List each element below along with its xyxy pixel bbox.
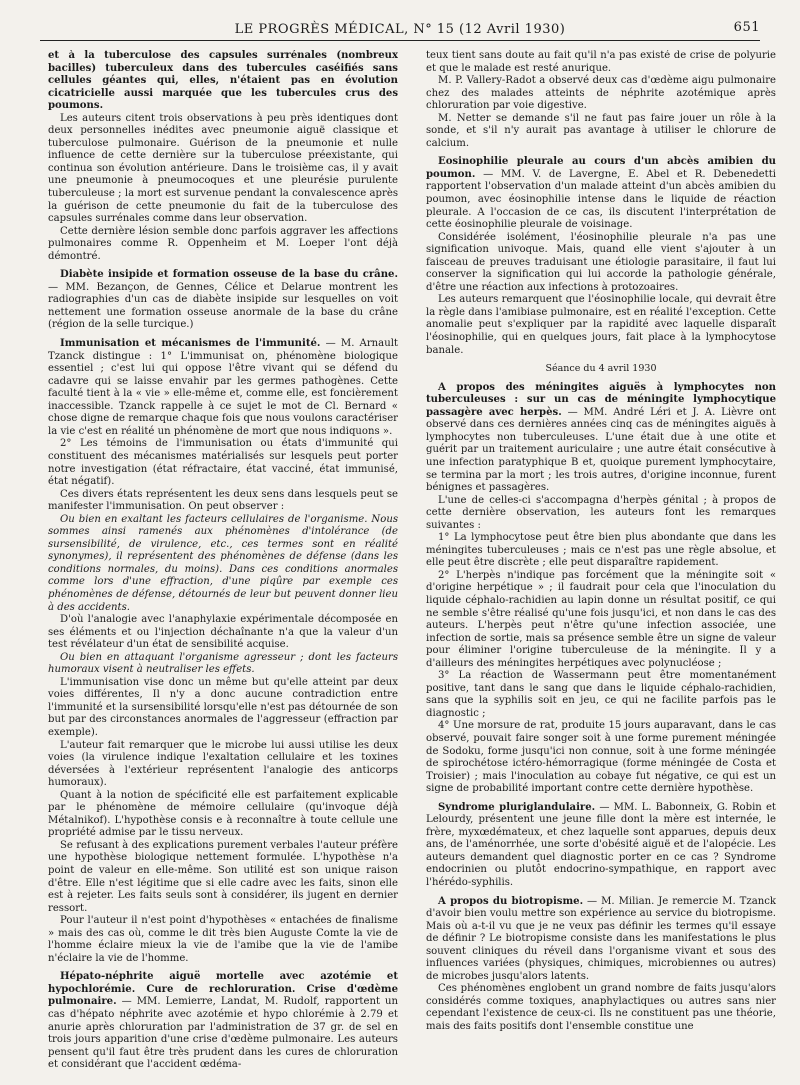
paragraph: Ces phénomènes englobent un grand nombre de faits jusqu'alors considérés comme toxiques, anaphylactiques ou autres sans nier cependant l'existence de ceux-ci. Ils ne constituent pas une théorie, mais des faits positifs dont l'ensemble constitue une — [426, 983, 776, 1033]
paragraph: Les auteurs citent trois observations à peu près identiques dont deux personnelles inédites avec pneumonie aiguë classique et tuberculose pulmonaire. Guérison de la pneumonie et nulle influence de cette dernière sur la tuberculose préexistante, qui continua son évolution antérieure. Dans le troisième cas, il y avait une pneumonie à pneumocoques et une pleurésie purulente tuberculeuse ; la mort est survenue pendant la convalescence après la guérison de cette pneumonie du fait de la tuberculose des capsules surrénales comme dans leur observation. — [48, 112, 398, 225]
paragraph: Quant à la notion de spécificité elle est parfaitement explicable par le phénomène de mémoire cellulaire (qu'invoque déjà Métalnikof). L'hypothèse consis e à reconnaître à toute cellule une propriété admise par le tissu nerveux. — [48, 789, 398, 839]
session-heading: Séance du 4 avril 1930 — [545, 363, 657, 375]
paragraph: Ces divers états représentent les deux sens dans lesquels peut se manifester l'immunisation. On peut observer : — [48, 488, 398, 513]
section-text: — MM. Lemierre, Landat, M. Rudolf, rapportent un cas d'hépato néphrite avec azotémie et hypo chlorémie à 2.79 et anurie après chloruration par l'administration de 37 gr. de sel en trois jours apparition d'une crise d'œdème pulmonaire. Les auteurs pensent qu'il faut être très prudent dans les cures de chloruration et considérant que l'accident œdéma- — [48, 996, 398, 1070]
paragraph: L'auteur fait remarquer que le microbe lui aussi utilise les deux voies (la virulence indique l'exaltation cellulaire et les toxines déversées à l'extérieur représentent l'analogie des anticorps humoraux). — [48, 739, 398, 789]
left-column — [48, 50, 398, 1070]
section-biotropisme — [426, 896, 776, 984]
section-title: Hépato-néphrite aiguë mortelle avec azotémie et hypochlorémie. Cure de rechloruration. Crise d'œdème pulmonaire. — [48, 971, 398, 1008]
paragraph: M. P. Vallery-Radot a observé deux cas d'œdème aigu pulmonaire chez des malades atteints de néphrite azotémique après chloruration par voie digestive. — [426, 75, 776, 112]
section-eosinophilie — [426, 156, 776, 231]
page-number: 651 — [733, 20, 760, 35]
paragraph: 2° Les témoins de l'immunisation ou états d'immunité qui constituent des mécanismes matérialisés sur lesquels peut porter notre investigation (état réfractaire, état vacciné, état immunisé, état négatif). — [48, 438, 398, 488]
paragraph: Pour l'auteur il n'est point d'hypothèses « entachées de finalisme » mais des cas où, comme le dit très bien Auguste Comte la vie de l'homme éclaire mieux la vie de l'amibe que la vie de l'amibe n'éclaire la vie de l'homme. — [48, 915, 398, 964]
section-title: A propos des méningites aiguës à lymphocytes non tuberculeuses : sur un cas de méningite lymphocytique passagère avec herpès. — [426, 381, 776, 418]
section-title: Eosinophilie pleurale au cours d'un abcès amibien du poumon. — [426, 156, 776, 180]
paragraph: et à la tuberculose des capsules surrénales (nombreux bacilles) tuberculeux dans des tubercules caséifiés sans cellules géantes qui, elles, n'étaient pas en évolution cicatricielle aussi marquée que les tubercules crus des poumons. — [48, 50, 398, 112]
section-meningites — [426, 382, 776, 495]
right-column — [426, 50, 776, 1070]
section-text: — MM. Bezançon, de Gennes, Célice et Delarue montrent les radiographies d'un cas de diabète insipide sur lesquelles on voit nettement une formation osseuse anormale de la base du crâne (région de la selle turcique.) — [48, 281, 398, 331]
section-text: — M. Arnault Tzanck distingue : 1° L'immunisat on, phénomène biologique essentiel ; c'est lui qui oppose l'être vivant qui se défend du cadavre qui se laisse envahir par les germes pathogènes. Cette faculté tient à la « vie » elle-même et, comme elle, est foncièrement inaccessible. Tzanck rappelle à ce sujet le mot de Cl. Bernard « chose digne de remarque chaque fois que nous voulons caractériser la vie c'est en réalité un phénomène de mort que nous indiquons ». — [48, 338, 398, 437]
paragraph: Ou bien en attaquant l'organisme agresseur ; dont les facteurs humoraux visent à neutraliser les effets. — [48, 651, 398, 676]
section-title: A propos du biotropisme. — [438, 895, 584, 907]
paragraph: D'où l'analogie avec l'anaphylaxie expérimentale décomposée en ses éléments et ou l'injection déchaînante n'a que la valeur d'un test révélateur d'un état de sensibilité acquise. — [48, 614, 398, 651]
paragraph: 3° La réaction de Wassermann peut être momentanément positive, tant dans le sang que dans le liquide céphalo-rachidien, sans que la syphilis soit en jeu, ce qui ne facilite parfois pas le diagnostic ; — [426, 670, 776, 719]
paragraph: Ou bien en exaltant les facteurs cellulaires de l'organisme. Nous sommes ainsi ramenés aux phénomènes d'intolérance (de sursensibilité, de virulence, etc., ces termes sont en réalité synonymes), il représentent des phénomènes de défense (dans les conditions normales, du moins). Dans ces conditions anormales comme lors d'une effraction, d'une piqûre par exemple ces phénomènes de défense, détournés de leur but peuvent donner lieu à des accidents. — [48, 513, 398, 613]
section-immunisation — [48, 338, 398, 438]
paragraph: teux tient sans doute au fait qu'il n'a pas existé de crise de polyurie et que le malade est resté anurique. — [426, 50, 776, 74]
paragraph: Considérée isolément, l'éosinophilie pleurale n'a pas une signification univoque. Mais, quand elle vient s'ajouter à un faisceau de preuves traduisant une étiologie parasitaire, il faut lui conserver la signification qui lui accorde la pathologie générale, d'être une réaction aux infections à protozoaires. — [426, 231, 776, 293]
header-rule — [40, 40, 760, 41]
running-title: LE PROGRÈS MÉDICAL, N° 15 (12 Avril 1930) — [234, 21, 566, 37]
paragraph: Les auteurs remarquent que l'éosinophilie locale, qui devrait être la règle dans l'amibiase pulmonaire, est en réalité l'exception. Cette anomalie peut s'expliquer par la rapidité avec laquelle disparaît l'éosinophilie, qui en quelques jours, fait place à la lymphocytose banale. — [426, 294, 776, 356]
paragraph: M. Netter se demande s'il ne faut pas faire jouer un rôle à la sonde, et s'il n'y aurait pas avantage à utiliser le chlorure de calcium. — [426, 112, 776, 149]
section-diabete — [48, 269, 398, 332]
section-text: — MM. André Léri et J. A. Lièvre ont observé dans ces dernières années cinq cas de méningites aiguës à lymphocytes non tuberculeuses. L'une était due à une otite et guérit par un traitement auriculaire ; une autre était consécutive à une infection paratyphique B et, quoique purement lymphocytaire, se termina par la mort ; les trois autres, d'origine inconnue, furent bénignes et passagères. — [426, 406, 776, 494]
paragraph: 4° Une morsure de rat, produite 15 jours auparavant, dans le cas observé, pouvait faire songer soit à une forme purement méningée de Sodoku, forme jusqu'ici non connue, soit à une forme méningée de spirochétose ictéro-hémorragique (forme méningée de Costa et Troisier) ; mais l'inoculation au cobaye fut négative, ce qui est un signe de probabilité important contre cette dernière hypothèse. — [426, 720, 776, 795]
paragraph: L'une de celles-ci s'accompagna d'herpès génital ; à propos de cette dernière observation, les auteurs font les remarques suivantes : — [426, 494, 776, 531]
section-title: Syndrome pluriglandulaire. — [438, 801, 596, 813]
section-text: — MM. L. Babonneix, G. Robin et Lelourdy, présentent une jeune fille dont la mère est internée, le frère, myxœdémateux, et chez laquelle sont apparues, depuis deux ans, de l'aménorrhée, une sorte d'obésité aiguë et de l'alopécie. Les auteurs demandent quel diagnostic porter en ce cas ? Syndrome endocrinien ou plutôt endocrino-sympathique, en rapport avec l'hérédo-syphilis. — [426, 801, 776, 888]
section-title: Diabète insipide et formation osseuse de la base du crâne. — [60, 269, 398, 281]
paragraph: Se refusant à des explications purement verbales l'auteur préfère une hypothèse biologique nettement formulée. L'hypothèse n'a point de valeur en elle-même. Son utilité est son unique raison d'être. Elle n'est légitime que si elle cadre avec les faits, sinon elle est à rejeter. Les faits seuls sont à considérer, ils jugent en dernier ressort. — [48, 839, 398, 914]
section-hepato-nephrite — [48, 971, 398, 1070]
running-header — [40, 18, 760, 40]
section-text: — MM. V. de Lavergne, E. Abel et R. Debenedetti rapportent l'observation d'un malade atteint d'un abcès amibien du poumon, avec éosinophilie intense dans le liquide de réaction pleurale. A l'occasion de ce cas, ils discutent l'interprétation de cette éosinophilie pleurale de voisinage. — [426, 168, 776, 231]
paragraph: Cette dernière lésion semble donc parfois aggraver les affections pulmonaires comme R. Oppenheim et M. Loeper l'ont déjà démontré. — [48, 225, 398, 262]
paragraph: L'immunisation vise donc un même but qu'elle atteint par deux voies différentes, Il n'y a donc aucune contradiction entre l'immunité et la sursensibilité lorsqu'elle n'est pas détournée de son but par des circonstances anormales de l'aggresseur (effraction par exemple). — [48, 676, 398, 738]
paragraph: 1° La lymphocytose peut être bien plus abondante que dans les méningites tuberculeuses ; mais ce n'est pas une règle absolue, et elle peut être discrète ; elle peut disparaître rapidement. — [426, 532, 776, 569]
section-title: Immunisation et mécanismes de l'immunité. — [60, 338, 321, 350]
section-text: — M. Milian. Je remercie M. Tzanck d'avoir bien voulu mettre son expérience au service du biotropisme. Mais où a-t-il vu que je ne veux pas définir les termes qu'il essaye de définir ? Le biotropisme consiste dans les manifestations le plus souvent cliniques du réveil dans l'organisme vivant et sous des influences variées (physiques, chimiques, microbiennes ou autres) de microbes jusqu'alors latents. — [426, 895, 776, 982]
section-syndrome — [426, 802, 776, 890]
paragraph: 2° L'herpès n'indique pas forcément que la méningite soit « d'origine herpétique » ; il faudrait pour cela que l'inoculation du liquide céphalo-rachidien au lapin donne un résultat positif, ce qui ne semble s'être réalisé qu'une fois jusqu'ici, et non dans le cas des auteurs. L'herpès peut n'être qu'une infection associée, une infection de sortie, mais sa présence semble être un signe de valeur pour éliminer l'origine tuberculeuse de la méningite. Il y a d'ailleurs des méningites herpétiques avec polynucléose ; — [426, 569, 776, 669]
